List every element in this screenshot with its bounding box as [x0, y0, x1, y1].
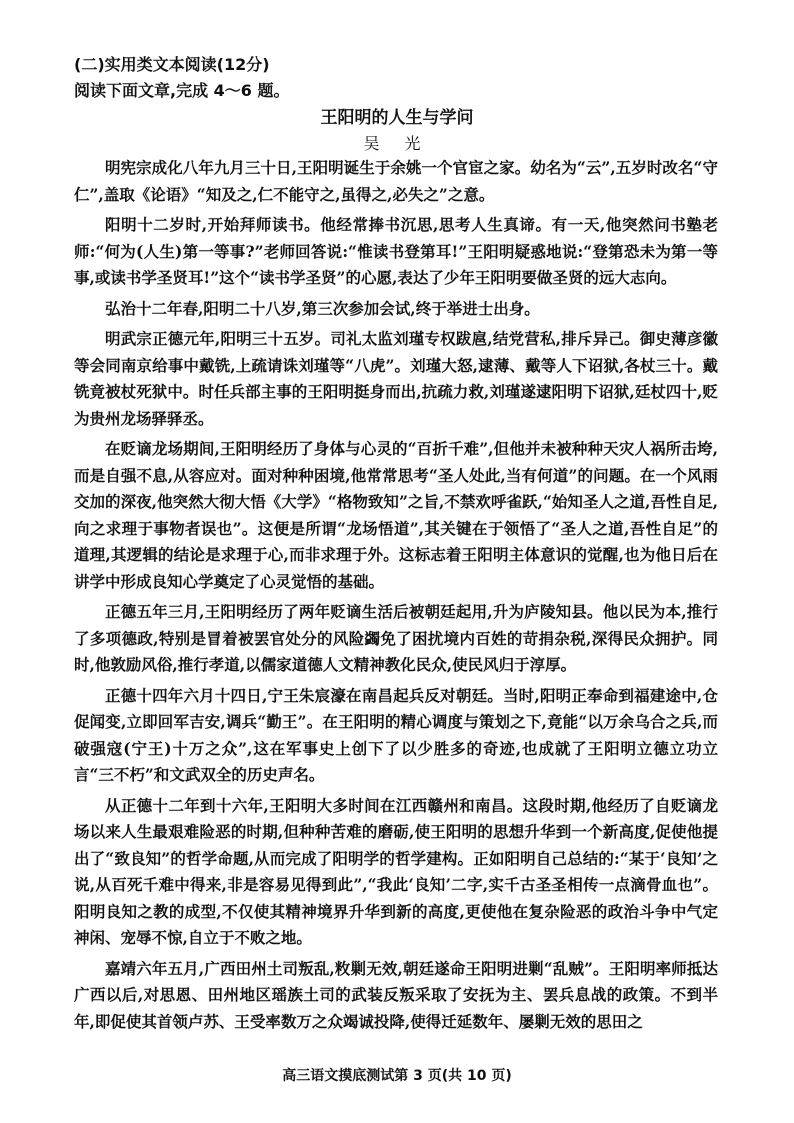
paragraph: 明宪宗成化八年九月三十日,王阳明诞生于余姚一个官宦之家。幼名为“云”,五岁时改名“守仁”,盖取《论语》“知及之,仁不能守之,虽得之,必失之”之意。 — [74, 158, 718, 204]
paragraph: 嘉靖六年五月,广西田州土司叛乱,敉剿无效,朝廷遂命王阳明进剿“乱贼”。王阳明率师抵达广西以后,对思恩、田州地区瑶族土司的武装反叛采取了安抚为主、罢兵息战的政策。不到半年,即促使其首领卢苏、王受率数万之众竭诚投降,使得迁延数年、屡剿无效的思田之 — [74, 958, 718, 1031]
paragraph: 阳明十二岁时,开始拜师读书。他经常捧书沉思,思考人生真谛。有一天,他突然问书塾老师:“何为(人生)第一等事?”老师回答说:“惟读书登第耳!”王阳明疑惑地说:“登第恐未为第一等事,或读书学圣贤耳!”这个“读书学圣贤”的心愿,表达了少年王阳明要做圣贤的远大志向。 — [74, 215, 718, 287]
paragraph: 正德五年三月,王阳明经历了两年贬谪生活后被朝廷起用,升为庐陵知县。他以民为本,推行了多项德政,特别是冒着被罢官处分的风险蠲免了困扰境内百姓的苛捐杂税,深得民众拥护。同时,他敦励风俗,推行孝道,以儒家道德人文精神教化民众,使民风归于淳厚。 — [74, 602, 718, 674]
article-body — [74, 155, 718, 1039]
article-title: 王阳明的人生与学问 — [320, 108, 474, 128]
paragraph: 从正德十二年到十六年,王阳明大多时间在江西赣州和南昌。这段时期,他经历了自贬谪龙场以来人生最艰难险恶的时期,但种种苦难的磨砺,使王阳明的思想升华到一个新高度,促使他提出了“致良知”的哲学命题,从而完成了阳明学的哲学建构。正如阳明自己总结的:“某于‘良知’之说,从百死千难中得来,非是容易见得到此”,“我此‘良知’二字,实千古圣圣相传一点滴骨血也”。阳明良知之教的成型,不仅使其精神境界升华到新的高度,更使他在复杂险恶的政治斗争中气定神闲、宠辱不惊,自立于不败之地。 — [74, 795, 718, 947]
page-footer: 高三语文摸底测试第 3 页(共 10 页) — [282, 1068, 512, 1084]
reading-instruction: 阅读下面文章,完成 4～6 题。 — [74, 81, 290, 100]
paragraph: 弘治十二年春,阳明二十八岁,第三次参加会试,终于举进士出身。 — [105, 298, 540, 318]
section-title: (二)实用类文本阅读(12分) — [74, 55, 270, 74]
article-author: 吴 光 — [363, 134, 431, 153]
paragraph: 明武宗正德元年,阳明三十五岁。司礼太监刘瑾专权跋扈,结党营私,排斥异己。御史薄彦徽等会同南京给事中戴铣,上疏请诛刘瑾等“八虎”。刘瑾大怒,逮薄、戴等人下诏狱,各杖三十。戴铣竟被杖死狱中。时任兵部主事的王阳明挺身而出,抗疏力救,刘瑾遂逮阳明下诏狱,廷杖四十,贬为贵州龙场驿驿丞。 — [74, 329, 718, 428]
paragraph: 正德十四年六月十四日,宁王朱宸濠在南昌起兵反对朝廷。当时,阳明正奉命到福建途中,仓促闻变,立即回军吉安,调兵“勤王”。在王阳明的精心调度与策划之下,竟能“以万余乌合之兵,而破强寇(宁王)十万之众”,这在军事史上创下了以少胜多的奇迹,也成就了王阳明立德立功立言“三不朽”和文武双全的历史声名。 — [74, 685, 718, 784]
paragraph: 在贬谪龙场期间,王阳明经历了身体与心灵的“百折千难”,但他并未被种种天灾人祸所击垮,而是自强不息,从容应对。面对种种困境,他常常思考“圣人处此,当有何道”的问题。在一个风雨交加的深夜,他突然大彻大悟《大学》“格物致知”之旨,不禁欢呼雀跃,“始知圣人之道,吾性自足,向之求理于事物者误也”。这便是所谓“龙场悟道”,其关键在于领悟了“圣人之道,吾性自足”的道理,其逻辑的结论是求理于心,而非求理于外。这标志着王阳明主体意识的觉醒,也为他日后在讲学中形成良知心学奠定了心灵觉悟的基础。 — [74, 439, 718, 591]
